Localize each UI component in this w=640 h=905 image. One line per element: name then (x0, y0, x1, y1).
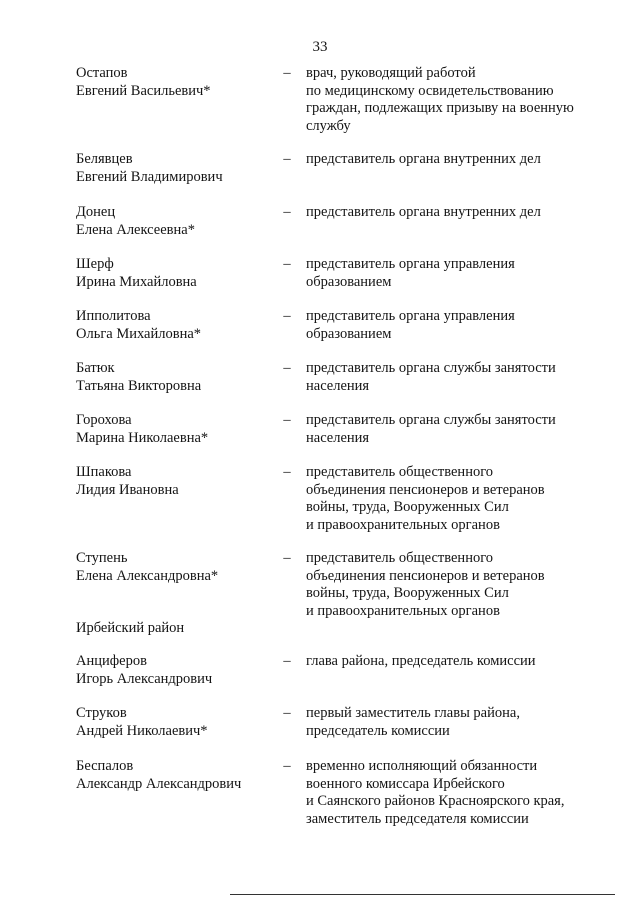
member-surname: Остапов (76, 65, 128, 81)
member-name (76, 360, 276, 395)
member-name (76, 705, 276, 740)
page-number: 33 (312, 39, 328, 55)
member-role (306, 758, 606, 828)
member-given-names: Андрей Николаевич* (76, 722, 208, 739)
member-role (306, 256, 606, 291)
section-title: Ирбейский район (76, 620, 185, 636)
role-line: заместитель председателя комиссии (306, 810, 529, 827)
dash: – (283, 653, 291, 669)
role-line: представитель общественного (306, 550, 494, 566)
member-role (306, 653, 606, 671)
role-line: представитель органа службы занятости (306, 412, 556, 428)
role-line: представитель органа управления (306, 256, 515, 272)
member-given-names: Елена Алексеевна* (76, 221, 195, 238)
role-line: представитель органа внутренних дел (306, 151, 541, 167)
member-name (76, 308, 276, 343)
role-line: по медицинскому освидетельствованию (306, 82, 554, 99)
role-line: представитель общественного (306, 464, 494, 480)
member-role (306, 412, 606, 447)
member-role (306, 705, 606, 740)
member-role (306, 464, 606, 534)
role-line: образованием (306, 325, 392, 342)
role-line: военного комиссара Ирбейского (306, 775, 505, 792)
member-surname: Белявцев (76, 151, 133, 167)
member-name (76, 151, 276, 186)
role-line: населения (306, 377, 370, 394)
role-line: объединения пенсионеров и ветеранов (306, 567, 545, 584)
role-line: представитель органа службы занятости (306, 360, 556, 376)
member-role (306, 151, 606, 169)
member-given-names: Татьяна Викторовна (76, 377, 202, 394)
role-line: и правоохранительных органов (306, 602, 500, 619)
dash: – (283, 204, 291, 220)
member-surname: Горохова (76, 412, 132, 428)
role-line: образованием (306, 273, 392, 290)
dash: – (283, 705, 291, 721)
member-role (306, 360, 606, 395)
member-surname: Шпакова (76, 464, 132, 480)
member-role (306, 204, 606, 222)
bottom-rule (230, 894, 615, 895)
member-name (76, 65, 276, 100)
member-given-names: Александр Александрович (76, 775, 242, 792)
member-given-names: Марина Николаевна* (76, 429, 209, 446)
member-given-names: Ирина Михайловна (76, 273, 197, 290)
member-given-names: Евгений Васильевич* (76, 82, 211, 99)
dash: – (283, 360, 291, 376)
dash: – (283, 151, 291, 167)
dash: – (283, 758, 291, 774)
member-name (76, 204, 276, 239)
member-surname: Ипполитова (76, 308, 151, 324)
dash: – (283, 464, 291, 480)
member-surname: Шерф (76, 256, 114, 272)
role-line: объединения пенсионеров и ветеранов (306, 481, 545, 498)
member-given-names: Лидия Ивановна (76, 481, 179, 498)
member-name (76, 758, 276, 793)
role-line: председатель комиссии (306, 722, 450, 739)
role-line: и Саянского районов Красноярского края, (306, 793, 565, 809)
member-name (76, 653, 276, 688)
member-given-names: Елена Александровна* (76, 567, 219, 584)
member-role (306, 308, 606, 343)
role-line: населения (306, 429, 370, 446)
member-name (76, 256, 276, 291)
member-surname: Ступень (76, 550, 128, 566)
dash: – (283, 65, 291, 81)
member-role (306, 65, 606, 135)
member-surname: Батюк (76, 360, 115, 376)
member-name (76, 412, 276, 447)
member-surname: Беспалов (76, 758, 134, 774)
member-name (76, 550, 276, 585)
dash: – (283, 308, 291, 324)
role-line: представитель органа внутренних дел (306, 204, 541, 220)
member-given-names: Игорь Александрович (76, 670, 213, 687)
role-line: врач, руководящий работой (306, 65, 476, 81)
member-name (76, 464, 276, 499)
member-surname: Донец (76, 204, 116, 220)
role-line: войны, труда, Вооруженных Сил (306, 499, 509, 515)
role-line: глава района, председатель комиссии (306, 653, 536, 669)
role-line: и правоохранительных органов (306, 516, 500, 533)
role-line: первый заместитель главы района, (306, 705, 520, 721)
role-line: временно исполняющий обязанности (306, 758, 538, 774)
role-line: войны, труда, Вооруженных Сил (306, 585, 509, 601)
role-line: граждан, подлежащих призыву на военную (306, 100, 574, 116)
member-given-names: Ольга Михайловна* (76, 325, 202, 342)
role-line: службу (306, 117, 351, 134)
dash: – (283, 550, 291, 566)
member-given-names: Евгений Владимирович (76, 168, 223, 185)
member-surname: Анциферов (76, 653, 147, 669)
member-role (306, 550, 606, 620)
member-surname: Струков (76, 705, 127, 721)
dash: – (283, 256, 291, 272)
dash: – (283, 412, 291, 428)
role-line: представитель органа управления (306, 308, 515, 324)
